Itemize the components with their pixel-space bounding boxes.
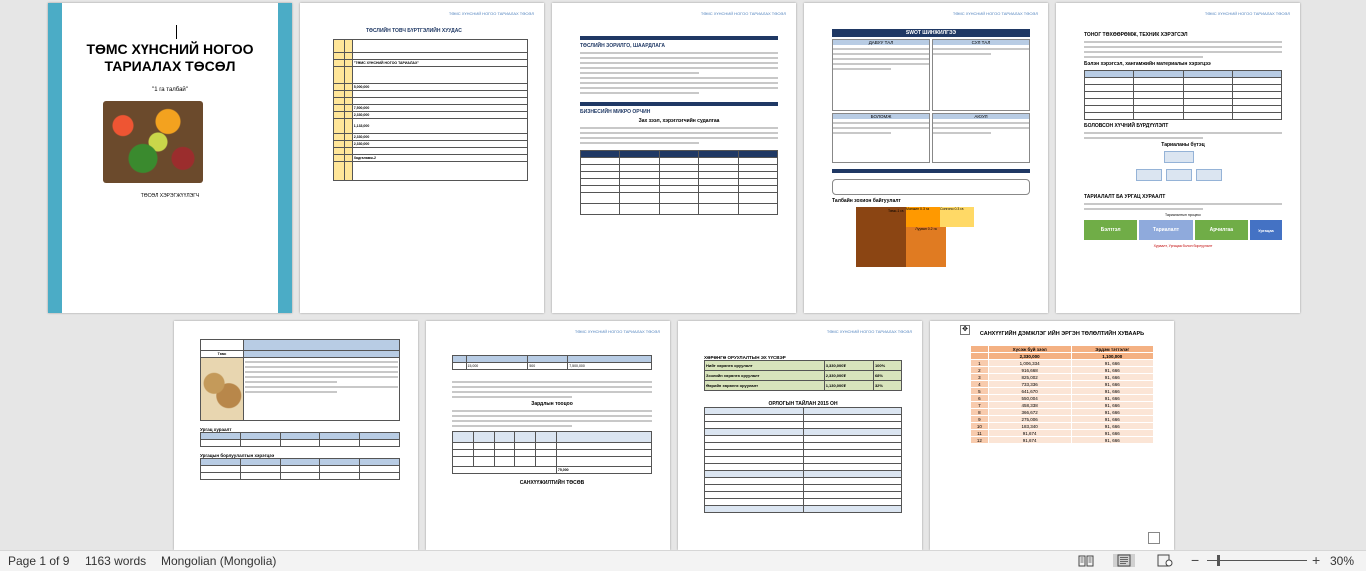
- field-layout-map: [832, 207, 1030, 269]
- repayment-balance: 1,006,334: [988, 360, 1071, 367]
- repayment-row: [971, 374, 1154, 381]
- repayment-month: 5: [971, 388, 989, 395]
- repayment-row: [971, 423, 1154, 430]
- repayment-row: [971, 409, 1154, 416]
- p5-heading-2: БОЛОВСОН ХҮЧНИЙ БҮРДҮҮЛЭЛТ: [1084, 123, 1169, 129]
- repayment-month: 11: [971, 430, 989, 437]
- swot-threats: АЮУЛ: [933, 114, 1029, 119]
- p2-value: 7,500,000: [352, 105, 527, 112]
- zoom-in-button[interactable]: +: [1312, 552, 1321, 568]
- p8-heading-2: ОРЛОГЫН ТАЙЛАН 2015 ОН: [768, 401, 838, 407]
- process-step: Бэлтгэл: [1084, 220, 1137, 240]
- repayment-month: 9: [971, 416, 989, 423]
- p8-row-label: Зээлийн хөрөнгө оруулалт: [705, 371, 825, 381]
- repayment-balance: 733,336: [988, 381, 1071, 388]
- p2-value: 2,330,000: [352, 141, 527, 148]
- repayment-amount: 91, 666: [1071, 416, 1154, 423]
- language-indicator[interactable]: Mongolian (Mongolia): [161, 554, 277, 568]
- repayment-balance: 641,670: [988, 388, 1071, 395]
- page-2[interactable]: [300, 3, 544, 313]
- p8-row-pct: 68%: [873, 371, 901, 381]
- web-layout-icon[interactable]: [1157, 554, 1175, 567]
- zoom-out-button[interactable]: −: [1191, 552, 1200, 568]
- p6-harvest-table: [200, 432, 400, 447]
- repayment-month: 8: [971, 409, 989, 416]
- page-4[interactable]: [804, 3, 1048, 313]
- p3-heading-2: БИЗНЕСИЙН МИКРО ОРЧИН: [580, 109, 651, 115]
- repayment-amount: 91, 666: [1071, 430, 1154, 437]
- p8-investment-table: [704, 360, 902, 391]
- repayment-balance: 275,006: [988, 416, 1071, 423]
- process-step: Арчилгаа: [1195, 220, 1248, 240]
- org-chart: [1084, 151, 1282, 191]
- p3-heading: ТӨСЛИЙН ЗОРИЛГО, ШААРДЛАГА: [580, 43, 666, 49]
- print-layout-icon[interactable]: [1113, 554, 1135, 567]
- p7-footer-heading: САНХҮҮЖИЛТИЙН ТӨСӨВ: [519, 480, 585, 486]
- p5-org-title: Тариаланы бүтэц: [1161, 142, 1205, 148]
- map-label: Төмс-1 га: [888, 209, 904, 213]
- p5-heading: ТОНОГ ТӨХӨӨРӨМЖ, ТЕХНИК ХЭРЭГСЭЛ: [1084, 32, 1188, 38]
- page-header: ТӨМС ХҮНСНИЙ НОГОО ТАРИАЛАХ ТӨСӨЛ: [952, 11, 1038, 16]
- p4-heading: SWOT ШИНЖИЛГЭЭ: [832, 29, 1030, 37]
- repayment-month: 1: [971, 360, 989, 367]
- repayment-row: [971, 395, 1154, 402]
- repayment-amount: 91, 666: [1071, 388, 1154, 395]
- status-bar: [0, 550, 1366, 571]
- repayment-row: [971, 402, 1154, 409]
- repayment-row: [971, 360, 1154, 367]
- repayment-row: [971, 367, 1154, 374]
- page-header: ТӨМС ХҮНСНИЙ НОГОО ТАРИАЛАХ ТӨСӨЛ: [1204, 11, 1290, 16]
- p6-caption: Ургац хураалт: [200, 427, 232, 432]
- repayment-balance: 458,338: [988, 402, 1071, 409]
- repayment-row: [971, 437, 1154, 444]
- repayment-month: 7: [971, 402, 989, 409]
- read-mode-icon[interactable]: [1078, 554, 1094, 567]
- page-1-cover[interactable]: [48, 3, 292, 313]
- repayment-balance: 916,668: [988, 367, 1071, 374]
- p6-product-table: [200, 339, 400, 421]
- repayment-amount: 91, 666: [1071, 395, 1154, 402]
- p8-income-table: [704, 407, 902, 513]
- p9-col1: Хүсэж буй зээл: [988, 346, 1071, 353]
- map-label: Сонгино 0.3 га: [940, 207, 974, 227]
- repayment-month: 3: [971, 374, 989, 381]
- word-count[interactable]: 1163 words: [85, 554, 147, 568]
- repayment-balance: 183,340: [988, 423, 1071, 430]
- repayment-balance: 91,674: [988, 437, 1071, 444]
- page-header: ТӨМС ХҮНСНИЙ НОГОО ТАРИАЛАХ ТӨСӨЛ: [574, 329, 660, 334]
- page-3[interactable]: [552, 3, 796, 313]
- repayment-amount: 91, 666: [1071, 374, 1154, 381]
- p2-tail: Хадгаламж-2: [352, 155, 527, 162]
- cover-strip-left: [48, 3, 62, 313]
- page-5[interactable]: [1056, 3, 1300, 313]
- cover-subtitle: "1 га талбай": [152, 87, 188, 93]
- cover-footer: ТӨСӨЛ ХЭРЭГЖҮҮЛЭГЧ: [140, 193, 200, 199]
- swot-opportunities: БОЛОМЖ: [833, 114, 929, 119]
- vegetables-image: [103, 101, 203, 183]
- p4-layout-title: Талбайн зохион байгуулалт: [832, 198, 901, 204]
- swot-strengths: ДАВУУ ТАЛ: [833, 40, 929, 45]
- p2-registration-table: [333, 39, 528, 181]
- p9-col2-value: 1,100,000: [1071, 353, 1154, 360]
- p5-table-title: Бэлэн хэрэгсэл, хангамжийн материалын хэрэгцээ: [1084, 61, 1211, 67]
- repayment-row: [971, 416, 1154, 423]
- swot-weaknesses: СУЛ ТАЛ: [933, 40, 1029, 45]
- p5-materials-table: [1084, 70, 1282, 120]
- p8-row-pct: 32%: [873, 381, 901, 391]
- cover-strip-right: [278, 3, 292, 313]
- process-diagram: [1084, 220, 1282, 240]
- repayment-amount: 91, 666: [1071, 367, 1154, 374]
- repayment-month: 10: [971, 423, 989, 430]
- zoom-level[interactable]: 30%: [1330, 554, 1355, 568]
- page-count[interactable]: Page 1 of 9: [8, 554, 70, 568]
- map-label: Манжин 0.3 га: [906, 207, 940, 227]
- p8-row-label: Өөрийн хөрөнгө оруулалт: [705, 381, 825, 391]
- p3-subheading: Зах зээл, хэрэглэгчийн судалгаа: [638, 118, 720, 124]
- p8-row-value: 1,130,000₮: [824, 381, 873, 391]
- repayment-row: [971, 381, 1154, 388]
- page-header: ТӨМС ХҮНСНИЙ НОГОО ТАРИАЛАХ ТӨСӨЛ: [826, 329, 912, 334]
- map-label: Лууван 0.2 га: [906, 227, 946, 267]
- p6-caption-2: Ургацын борлуулалтын хэрэгцээ: [200, 453, 275, 458]
- p8-row-value: 3,330,000₮: [824, 361, 873, 371]
- p5-process-title: Тариалалтын процесс: [1164, 213, 1202, 217]
- repayment-row: [971, 430, 1154, 437]
- p7-price: 15,000: [466, 363, 528, 370]
- p3-market-table: [580, 150, 778, 215]
- repayment-month: 6: [971, 395, 989, 402]
- p9-repayment-table: [970, 345, 1154, 444]
- repayment-amount: 91, 666: [1071, 437, 1154, 444]
- repayment-balance: 825,002: [988, 374, 1071, 381]
- p7-heading: Зардлын тооцоо: [531, 401, 573, 407]
- repayment-balance: 366,672: [988, 409, 1071, 416]
- p7-total: 75,000: [556, 467, 651, 474]
- p8-row-pct: 100%: [873, 361, 901, 371]
- repayment-amount: 91, 666: [1071, 381, 1154, 388]
- cover-title: ТӨМС ХҮНСНИЙ НОГОО ТАРИАЛАХ ТӨСӨЛ: [86, 41, 254, 74]
- repayment-balance: 550,004: [988, 395, 1071, 402]
- repayment-month: 12: [971, 437, 989, 444]
- table-move-handle-icon[interactable]: ✥: [960, 325, 970, 335]
- p7-price-table: [452, 355, 652, 370]
- p2-value: 5,000,000: [352, 84, 527, 91]
- section-bar: [580, 36, 778, 40]
- p7-qty: 500: [528, 363, 568, 370]
- p6-sales-table: [200, 458, 400, 480]
- zoom-slider-thumb[interactable]: [1217, 555, 1220, 566]
- repayment-balance: 91,674: [988, 430, 1071, 437]
- p2-value: 2,330,000: [352, 112, 527, 119]
- repayment-amount: 91, 666: [1071, 402, 1154, 409]
- table-resize-handle[interactable]: [1148, 532, 1160, 544]
- process-step: Тариалалт: [1139, 220, 1192, 240]
- repayment-amount: 91, 666: [1071, 409, 1154, 416]
- p7-cost-table: [452, 431, 652, 474]
- repayment-month: 2: [971, 367, 989, 374]
- page-header: ТӨМС ХҮНСНИЙ НОГОО ТАРИАЛАХ ТӨСӨЛ: [448, 11, 534, 16]
- section-bar: [832, 169, 1030, 173]
- page-7[interactable]: [426, 321, 670, 550]
- p8-row-value: 2,330,000₮: [824, 371, 873, 381]
- p2-program-name: "ТӨМС ХҮНСНИЙ НОГОО ТАРИАЛАХ": [352, 60, 527, 67]
- repayment-amount: 91, 666: [1071, 423, 1154, 430]
- p2-value: 2,330,000: [352, 134, 527, 141]
- repayment-row: [971, 388, 1154, 395]
- repayment-amount: 91, 666: [1071, 360, 1154, 367]
- page-6[interactable]: [174, 321, 418, 550]
- p8-row-label: Нийт хөрөнгө оруулалт: [705, 361, 825, 371]
- p9-heading: САНХҮҮГИЙН ДЭМЖЛЭГ ИЙН ЭРГЭН ТӨЛӨЛТИЙН ХУВААРЬ: [979, 331, 1145, 337]
- p8-heading: ХӨРӨНГӨ ОРУУЛАЛТЫН ЭХ ҮҮСВЭР: [704, 355, 786, 360]
- p2-value: 1,133,000: [352, 119, 527, 134]
- p9-rows: [971, 360, 1154, 444]
- page-8[interactable]: [678, 321, 922, 550]
- repayment-month: 4: [971, 381, 989, 388]
- p2-heading: ТӨСЛИЙН ТОВЧ БҮРТГЭЛИЙН ХУУДАС: [366, 28, 462, 34]
- p6-product: Төмс: [201, 351, 244, 358]
- p5-process-bottom: Хураалт, Ургацаа болон борлуулалт: [1153, 244, 1213, 248]
- section-bar: [580, 102, 778, 106]
- p9-col2: Эрдэм тэтгэлэг: [1071, 346, 1154, 353]
- text-cursor: [176, 25, 177, 39]
- p9-col1-value: 2,330,000: [988, 353, 1071, 360]
- p5-heading-3: ТАРИАЛАЛТ БА УРГАЦ ХУРААЛТ: [1084, 194, 1166, 200]
- page-9[interactable]: [930, 321, 1174, 550]
- process-step: Ургацаа: [1250, 220, 1282, 240]
- p7-total-sales: 7,500,000: [568, 363, 652, 370]
- zoom-slider[interactable]: [1207, 560, 1307, 561]
- page-header: ТӨМС ХҮНСНИЙ НОГОО ТАРИАЛАХ ТӨСӨЛ: [700, 11, 786, 16]
